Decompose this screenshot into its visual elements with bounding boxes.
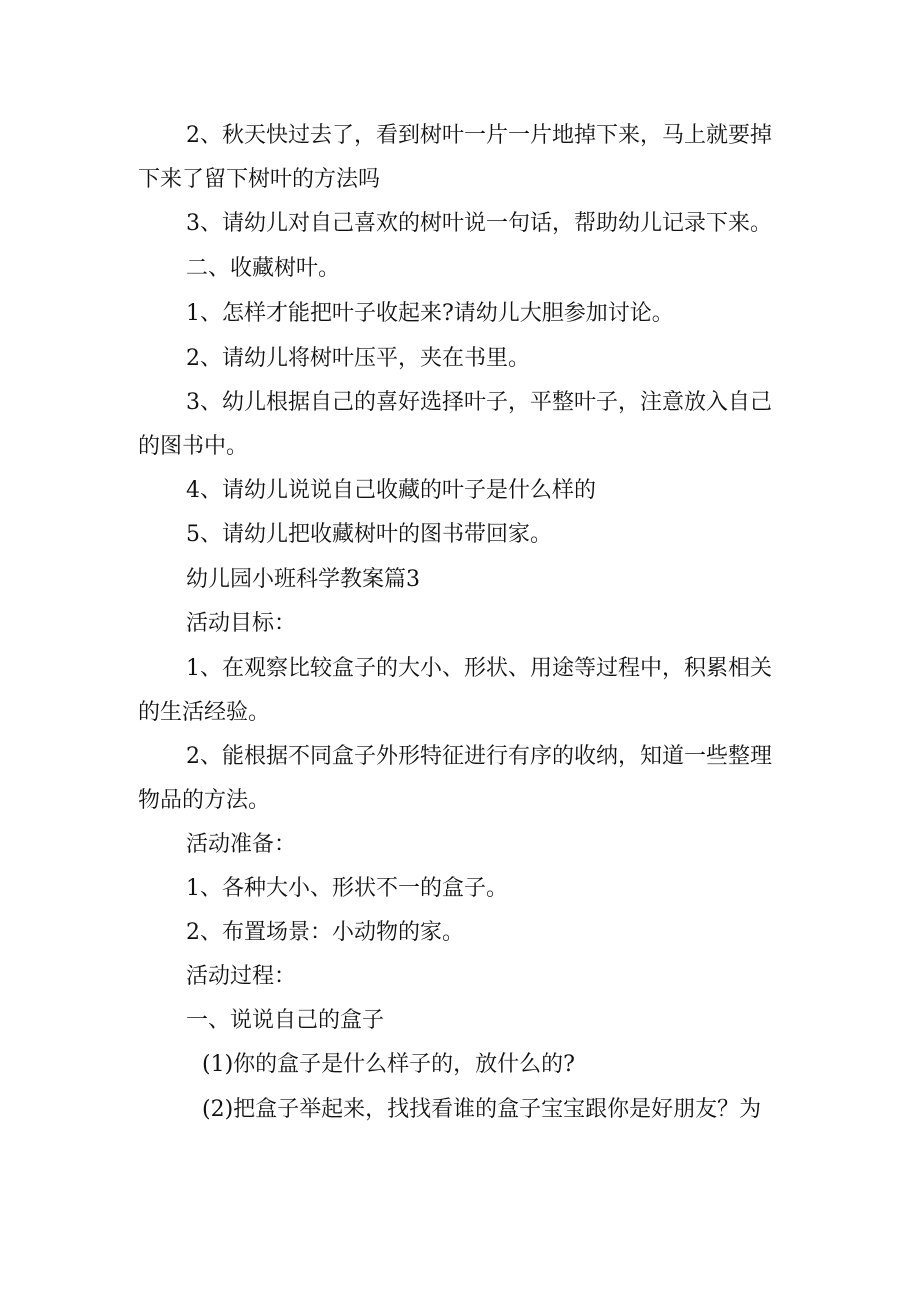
paragraph-take-home: 5、请幼儿把收藏树叶的图书带回家。 xyxy=(186,522,552,547)
question-1: (1)你的盒子是什么样子的，放什么的? xyxy=(202,1052,575,1077)
question-2: (2)把盒子举起来，找找看谁的盒子宝宝跟你是好朋友？为 xyxy=(202,1097,762,1122)
paragraph-say-to-leaf: 3、请幼儿对自己喜欢的树叶说一句话，帮助幼儿记录下来。 xyxy=(186,211,772,236)
heading-activity-process: 活动过程： xyxy=(186,964,297,989)
lesson-title: 幼儿园小班科学教案篇3 xyxy=(186,567,420,592)
paragraph-goal-2: 2、能根据不同盒子外形特征进行有序的收纳，知道一些整理物品的方法。 xyxy=(138,744,772,813)
heading-activity-preparation: 活动准备： xyxy=(186,832,297,857)
paragraph-describe-leaf: 4、请幼儿说说自己收藏的叶子是什么样的 xyxy=(186,478,596,503)
section-heading-collect-leaves: 二、收藏树叶。 xyxy=(186,256,341,281)
paragraph-how-collect: 1、怎样才能把叶子收起来?请幼儿大胆参加讨论。 xyxy=(186,301,674,326)
paragraph-preparation-1: 1、各种大小、形状不一的盒子。 xyxy=(186,876,508,901)
heading-activity-goals: 活动目标： xyxy=(186,611,297,636)
paragraph-preparation-2: 2、布置场景：小动物的家。 xyxy=(186,920,464,945)
paragraph-choose-leaves: 3、幼儿根据自己的喜好选择叶子，平整叶子，注意放入自己的图书中。 xyxy=(138,390,772,459)
paragraph-goal-1: 1、在观察比较盒子的大小、形状、用途等过程中，积累相关的生活经验。 xyxy=(138,656,772,725)
paragraph-autumn-leaves: 2、秋天快过去了，看到树叶一片一片地掉下来，马上就要掉下来了留下树叶的方法吗 xyxy=(138,123,772,192)
paragraph-press-leaves: 2、请幼儿将树叶压平，夹在书里。 xyxy=(186,346,530,371)
section-heading-talk-boxes: 一、说说自己的盒子 xyxy=(186,1008,385,1033)
